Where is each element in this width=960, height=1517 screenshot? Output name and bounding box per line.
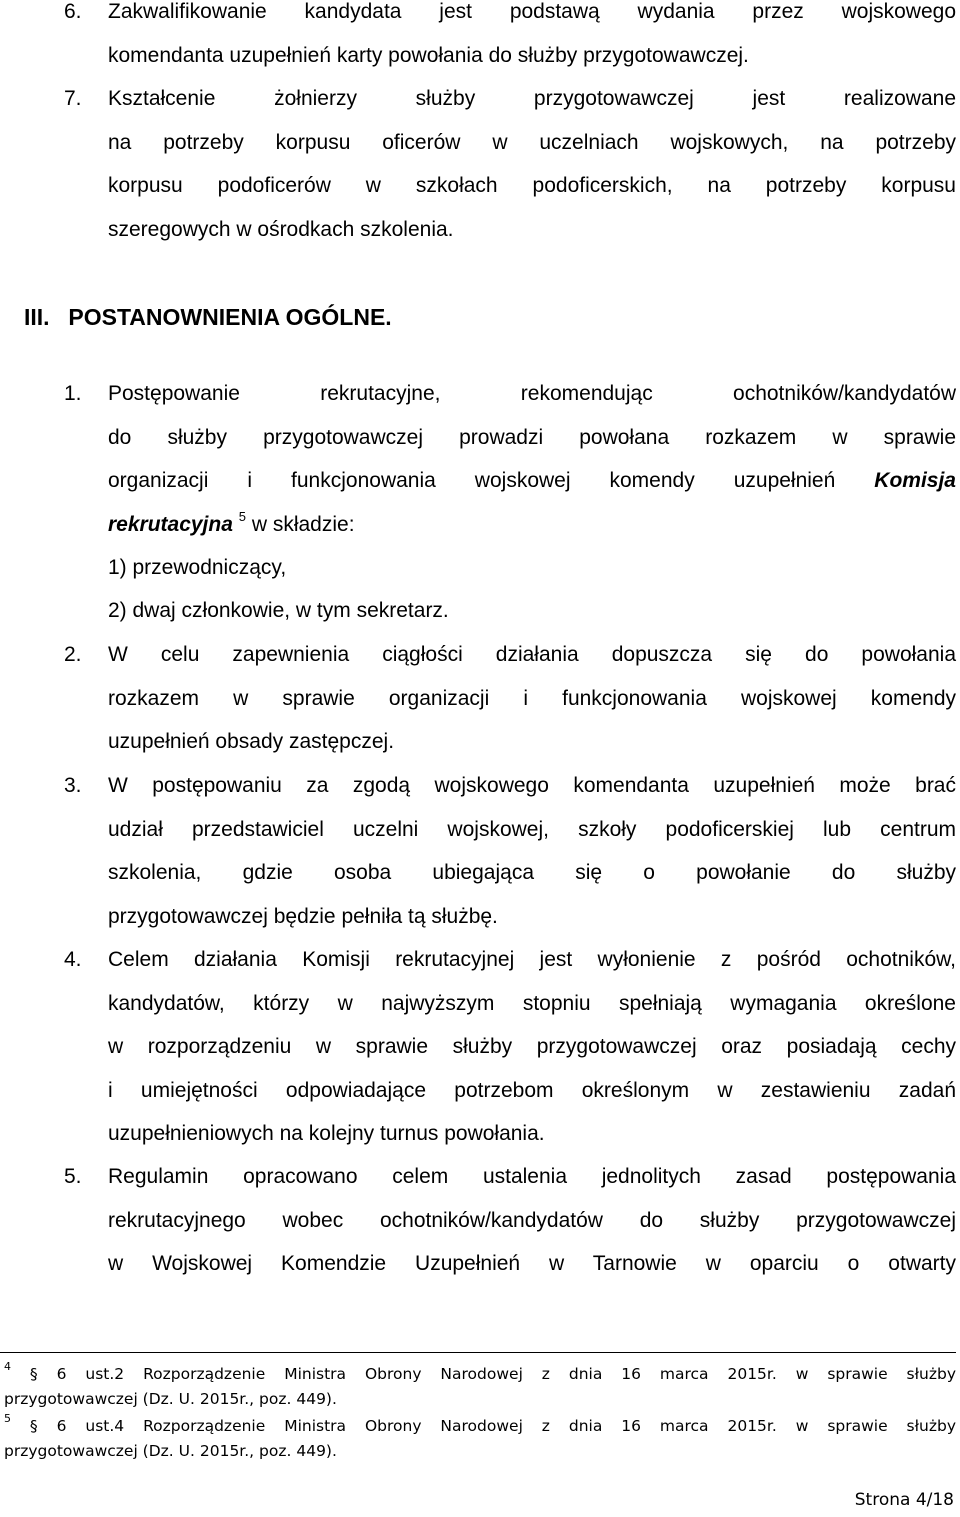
text-line: rekrutacyjnego wobec ochotników/kandydatów do służby przygotowawczej <box>108 1208 956 1232</box>
item-number: 2. <box>64 643 82 666</box>
text-run: w składzie: <box>245 512 355 536</box>
text-line: i umiejętności odpowiadające potrzebom określonym w zestawieniu zadań <box>108 1078 956 1102</box>
sub-item-2: 2) dwaj członkowie, w tym sekretarz. <box>108 599 449 622</box>
text-line: komendanta uzupełnień karty powołania do służby przygotowawczej. <box>108 43 749 67</box>
section-title: POSTANOWNIENIA OGÓLNE. <box>68 304 392 330</box>
text-line: w Wojskowej Komendzie Uzupełnień w Tarnowie w oparciu o otwarty <box>108 1252 956 1275</box>
footnote-mark: 5 <box>4 1412 11 1425</box>
footnote-line: przygotowawczej (Dz. U. 2015r., poz. 449). <box>4 1442 337 1460</box>
item-text <box>108 1155 956 1286</box>
text-line: W postępowaniu za zgodą wojskowego komendanta uzupełnień może brać <box>108 774 956 797</box>
item-text <box>108 77 956 251</box>
item-text <box>108 633 956 764</box>
text-line: do służby przygotowawczej prowadzi powołana rozkazem w sprawie <box>108 425 956 449</box>
item-number: 7. <box>64 87 82 110</box>
text-line: w rozporządzeniu w sprawie służby przygotowawczej oraz posiadają cechy <box>108 1035 956 1058</box>
footnote-text: § 6 ust.4 Rozporządzenie Ministra Obrony Narodowej z dnia 16 marca 2015r. w sprawie służby <box>11 1417 956 1435</box>
sub-item-1: 1) przewodniczący, <box>108 556 287 579</box>
text-line: Kształcenie żołnierzy służby przygotowawczej jest realizowane <box>108 87 956 110</box>
section-number: III. <box>24 304 50 330</box>
text-line: Postępowanie rekrutacyjne, rekomendując ochotników/kandydatów <box>108 382 956 405</box>
text-line: Celem działania Komisji rekrutacyjnej jest wyłonienie z pośród ochotników, <box>108 948 956 971</box>
footnote-text: § 6 ust.2 Rozporządzenie Ministra Obrony Narodowej z dnia 16 marca 2015r. w sprawie służby <box>11 1365 956 1383</box>
item-number: 5. <box>64 1165 82 1188</box>
item-number: 6. <box>64 0 82 23</box>
bold-term: Komisja <box>874 469 956 492</box>
item-text <box>108 372 956 546</box>
text-line: kandydatów, którzy w najwyższym stopniu spełniają wymagania określone <box>108 991 956 1015</box>
text-line: szeregowych w ośrodkach szkolenia. <box>108 217 454 241</box>
text-line <box>108 459 956 503</box>
item-number: 4. <box>64 948 82 971</box>
text-line: Zakwalifikowanie kandydata jest podstawą wydania przez wojskowego <box>108 0 956 23</box>
text-line: rozkazem w sprawie organizacji i funkcjonowania wojskowej komendy <box>108 686 956 710</box>
item-number: 3. <box>64 774 82 797</box>
footnote-line <box>4 1362 956 1387</box>
text-line: uzupełnień obsady zastępczej. <box>108 730 395 753</box>
page-number: Strona 4/18 <box>854 1490 954 1510</box>
bold-term: rekrutacyjna <box>108 512 233 536</box>
text-line: na potrzeby korpusu oficerów w uczelniach wojskowych, na potrzeby <box>108 130 956 154</box>
text-line: szkolenia, gdzie osoba ubiegająca się o powołanie do służby <box>108 861 956 884</box>
footnote-line <box>4 1414 956 1439</box>
text-line: udział przedstawiciel uczelni wojskowej, szkoły podoficerskiej lub centrum <box>108 817 956 841</box>
text-line: Regulamin opracowano celem ustalenia jednolitych zasad postępowania <box>108 1165 956 1188</box>
item-text <box>108 938 956 1156</box>
section-heading <box>24 296 392 339</box>
text-line: przygotowawczej będzie pełniła tą służbę. <box>108 904 498 928</box>
item-text <box>108 0 956 77</box>
item-number: 1. <box>64 382 82 405</box>
footnote-4 <box>4 1362 956 1412</box>
text-run: organizacji i funkcjonowania wojskowej komendy uzupełnień <box>108 469 875 492</box>
text-line: uzupełnieniowych na kolejny turnus powołania. <box>108 1122 545 1145</box>
footnote-line: przygotowawczej (Dz. U. 2015r., poz. 449). <box>4 1390 337 1408</box>
text-line: korpusu podoficerów w szkołach podoficerskich, na potrzeby korpusu <box>108 174 956 197</box>
text-line <box>108 503 956 547</box>
footnote-separator <box>0 1352 956 1353</box>
footnote-ref: 5 <box>238 508 246 524</box>
text-line: W celu zapewnienia ciągłości działania dopuszcza się do powołania <box>108 643 956 666</box>
footnote-mark: 4 <box>4 1360 11 1373</box>
item-text <box>108 764 956 938</box>
footnote-5 <box>4 1414 956 1464</box>
